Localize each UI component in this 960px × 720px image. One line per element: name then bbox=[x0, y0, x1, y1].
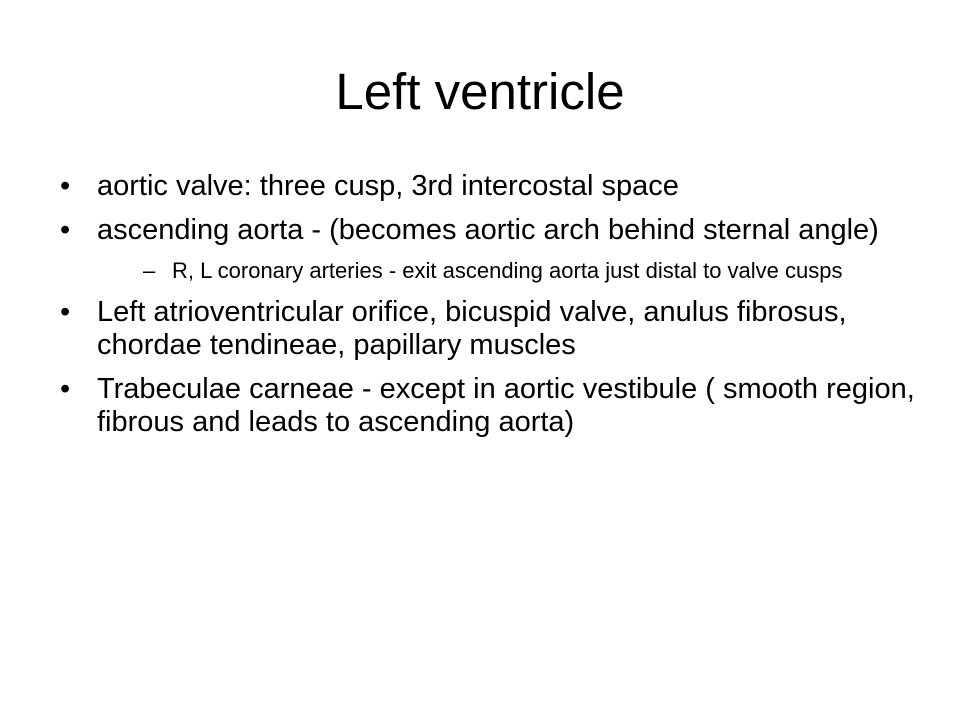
bullet-marker: • bbox=[60, 214, 71, 246]
bullet-text: Trabeculae carneae - except in aortic vestibule ( smooth region, fibrous and leads to ascending aorta) bbox=[97, 373, 915, 438]
bullet-list bbox=[60, 170, 920, 450]
bullet-marker: • bbox=[60, 170, 71, 202]
bullet-item-atrioventricular-orifice bbox=[60, 296, 920, 362]
bullet-item-ascending-aorta bbox=[60, 214, 920, 283]
bullet-text: aortic valve: three cusp, 3rd intercostal space bbox=[97, 170, 679, 202]
bullet-marker: • bbox=[60, 373, 71, 405]
sub-bullet-item-coronary-arteries bbox=[97, 258, 920, 283]
sub-bullet-text: R, L coronary arteries - exit ascending aorta just distal to valve cusps bbox=[172, 258, 843, 283]
bullet-item-aortic-valve bbox=[60, 170, 920, 203]
bullet-text: Left atrioventricular orifice, bicuspid valve, anulus fibrosus, chordae tendineae, papillary muscles bbox=[97, 296, 847, 361]
bullet-item-trabeculae-carneae bbox=[60, 373, 920, 439]
bullet-text: ascending aorta - (becomes aortic arch behind sternal angle) bbox=[97, 214, 879, 246]
sub-bullet-marker: – bbox=[143, 258, 156, 283]
bullet-marker: • bbox=[60, 296, 71, 328]
slide-title: Left ventricle bbox=[335, 63, 625, 120]
